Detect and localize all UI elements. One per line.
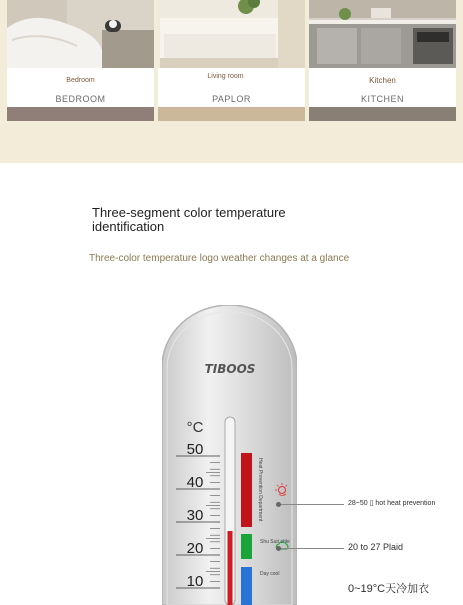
- living-room-photo: [158, 0, 305, 68]
- room-card-bedroom: [7, 0, 154, 121]
- room-small-label: Living room: [207, 73, 244, 80]
- scale-label-40: 40: [186, 474, 204, 491]
- bedroom-floor: [7, 107, 154, 121]
- scale-label-50: 50: [186, 441, 204, 458]
- celsius-unit: °C: [186, 419, 204, 436]
- room-card-living-room: [158, 0, 305, 121]
- zone-label-cool: Day cool: [260, 571, 280, 577]
- zone-label-heat: Heat Prevention Department: [257, 458, 263, 522]
- callout-cold: 0~19°C天冷加衣: [348, 583, 430, 595]
- zone-label-suitable: Shu Suit able: [260, 539, 290, 545]
- callout-plaid: 20 to 27 Plaid: [348, 542, 404, 552]
- section-heading: Three-segment color temperature identification: [92, 205, 286, 234]
- scale-label-30: 30: [186, 507, 204, 524]
- kitchen-photo: [309, 0, 456, 68]
- section-subheading: Three-color temperature logo weather changes at a glance: [89, 253, 350, 264]
- room-card-kitchen: [309, 0, 456, 121]
- living-room-label-panel: [158, 68, 305, 107]
- zone-blue: [241, 567, 252, 605]
- callout-line-plaid: [278, 548, 344, 549]
- room-small-label: Kitchen: [369, 76, 396, 85]
- scale-label-20: 20: [186, 540, 204, 557]
- mercury-column: [228, 531, 233, 605]
- thermometer: [162, 305, 297, 605]
- callout-hot: 28~50 ▯ hot heat prevention: [348, 500, 436, 507]
- callout-line-hot: [278, 504, 344, 505]
- kitchen-label-panel: [309, 68, 456, 107]
- zone-green: [241, 534, 252, 559]
- zone-red: [241, 453, 252, 527]
- living-room-floor: [158, 107, 305, 121]
- room-big-label: PAPLOR: [212, 94, 251, 104]
- room-small-label: Bedroom: [66, 77, 95, 84]
- scale-label-10: 10: [186, 573, 204, 590]
- bedroom-photo: [7, 0, 154, 68]
- brand-logo: TIBOOS: [204, 362, 256, 376]
- room-big-label: KITCHEN: [360, 94, 404, 104]
- callout-dot-plaid: [276, 546, 281, 551]
- callout-dot-hot: [276, 502, 281, 507]
- bedroom-label-panel: [7, 68, 154, 107]
- room-big-label: BEDROOM: [55, 94, 106, 104]
- kitchen-floor: [309, 107, 456, 121]
